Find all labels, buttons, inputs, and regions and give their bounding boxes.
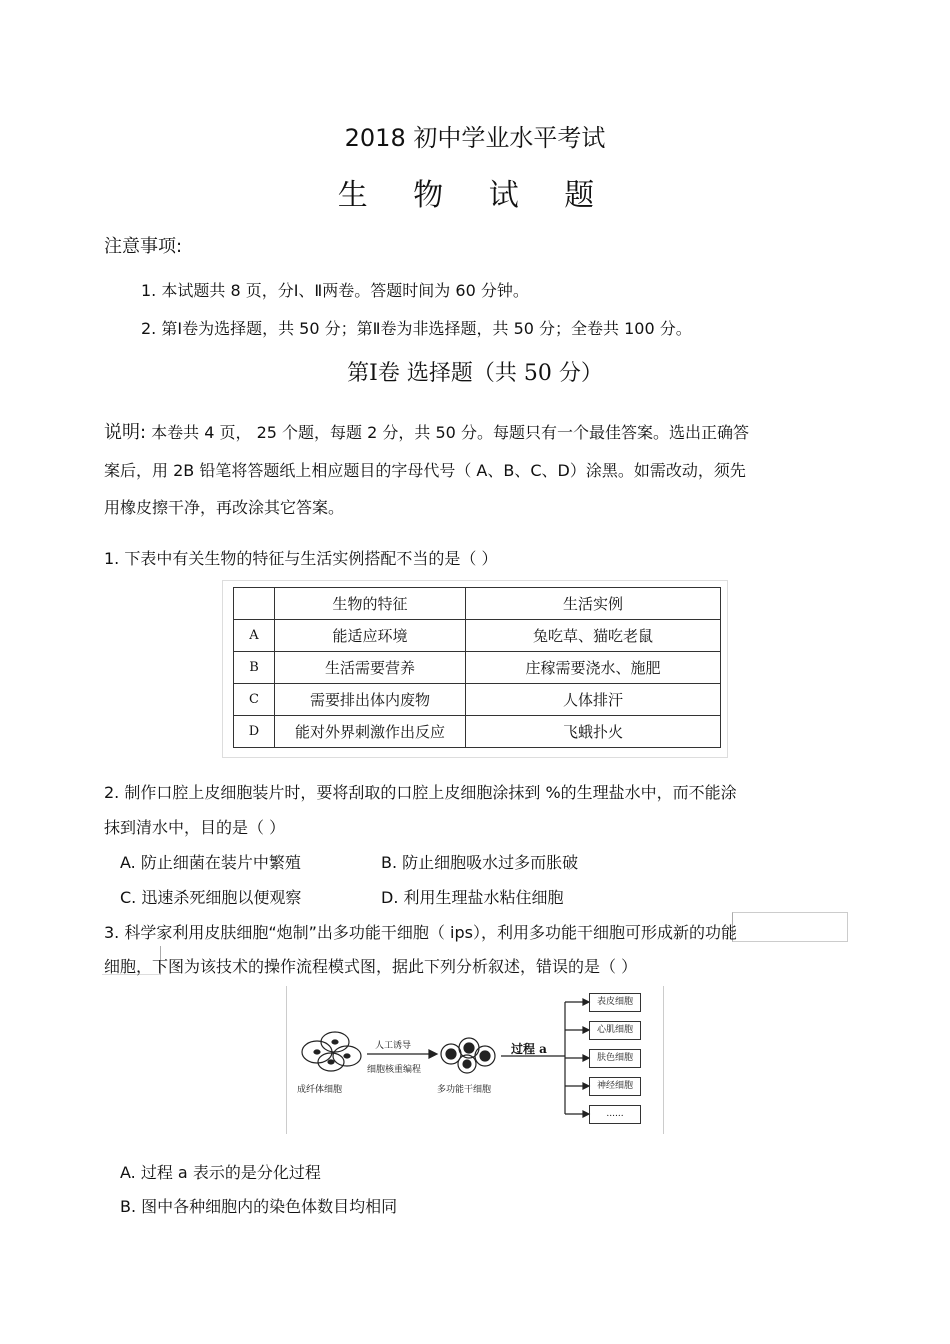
q3-option-a: A. 过程 a 表示的是分化过程 [120,1163,321,1182]
table-row [234,716,721,748]
table-cell: 能对外界刺激作出反应 [275,716,466,748]
instructions-line-3: 用橡皮擦干净，再改涂其它答案。 [104,498,345,517]
cell-type-box: ...... [589,1105,641,1124]
fibroblast-label: 成纤体细胞 [297,1085,343,1095]
table-cell: A [234,620,275,652]
notice-heading: 注意事项: [104,236,183,257]
q1-table-frame [222,580,728,758]
q3-stem-line-2: 细胞，下图为该技术的操作流程模式图，据此下列分析叙述，错误的是（ ） [104,957,638,976]
instructions-label: 说明: [104,422,147,443]
table-row [234,652,721,684]
table-cell: D [234,716,275,748]
q2-option-b: B. 防止细胞吸水过多而胀破 [381,853,579,872]
notice-item-2: 2. 第Ⅰ卷为选择题，共 50 分；第Ⅱ卷为非选择题，共 50 分；全卷共 100 分。 [141,319,692,338]
q3-diagram [286,986,664,1134]
cell-type-box: 神经细胞 [589,1077,641,1096]
table-header-cell: 生物的特征 [275,588,466,620]
process-a-arrows-icon [501,999,589,1117]
table-cell: C [234,684,275,716]
instructions-line-2: 案后，用 2B 铅笔将答题纸上相应题目的字母代号（ A、B、C、D）涂黑。如需改动，须先 [104,461,746,480]
table-row [234,620,721,652]
fibroblast-cells-icon [302,1032,361,1071]
instructions-text-1: 本卷共 4 页， 25 个题，每题 2 分，共 50 分。每题只有一个最佳答案。选出正确答 [151,423,749,442]
cell-type-box: 心肌细胞 [589,1021,641,1040]
table-header-row [234,588,721,620]
subject-title: 生 物 试 题 [337,178,613,213]
q2-stem-line-2: 抹到清水中，目的是（ ） [104,818,286,837]
q2-option-c: C. 迅速杀死细胞以便观察 [120,888,302,907]
notice-item-1: 1. 本试题共 8 页，分Ⅰ、Ⅱ两卷。答题时间为 60 分钟。 [141,281,529,300]
q1-table [233,587,721,748]
table-cell: 需要排出体内废物 [275,684,466,716]
induction-label: 人工诱导 [375,1041,412,1051]
table-cell: 飞蛾扑火 [466,716,721,748]
table-header-cell: 生活实例 [466,588,721,620]
table-cell: 能适应环境 [275,620,466,652]
arrow-induction-icon [367,1050,437,1058]
stem-cell-label: 多功能干细胞 [437,1085,492,1095]
table-header-cell [234,588,275,620]
q2-option-a: A. 防止细菌在装片中繁殖 [120,853,301,872]
reprogramming-label: 细胞核重编程 [367,1065,422,1075]
section-title: 第Ⅰ卷 选择题（共 50 分） [347,361,603,386]
instructions-line-1 [104,414,749,452]
table-row [234,684,721,716]
table-cell: 生活需要营养 [275,652,466,684]
table-cell: 兔吃草、猫吃老鼠 [466,620,721,652]
q2-option-d: D. 利用生理盐水粘住细胞 [381,888,564,907]
q3-stem-line-1: 3. 科学家利用皮肤细胞“炮制”出多功能干细胞（ ips），利用多功能干细胞可形成新的功能 [104,923,737,942]
q2-stem-line-1: 2. 制作口腔上皮细胞装片时，要将刮取的口腔上皮细胞涂抹到 %的生理盐水中，而不能涂 [104,783,737,802]
scan-frame-right [732,912,848,942]
table-cell: 庄稼需要浇水、施肥 [466,652,721,684]
q3-option-b: B. 图中各种细胞内的染色体数目均相同 [120,1197,398,1216]
cell-type-box: 肤色细胞 [589,1049,641,1068]
exam-title: 2018 初中学业水平考试 [344,124,606,152]
cell-type-box: 表皮细胞 [589,993,641,1012]
process-a-label: 过程 a [511,1042,547,1056]
table-cell: 人体排汗 [466,684,721,716]
stem-cells-icon [441,1038,495,1073]
table-cell: B [234,652,275,684]
q1-stem: 1. 下表中有关生物的特征与生活实例搭配不当的是（ ） [104,549,498,568]
